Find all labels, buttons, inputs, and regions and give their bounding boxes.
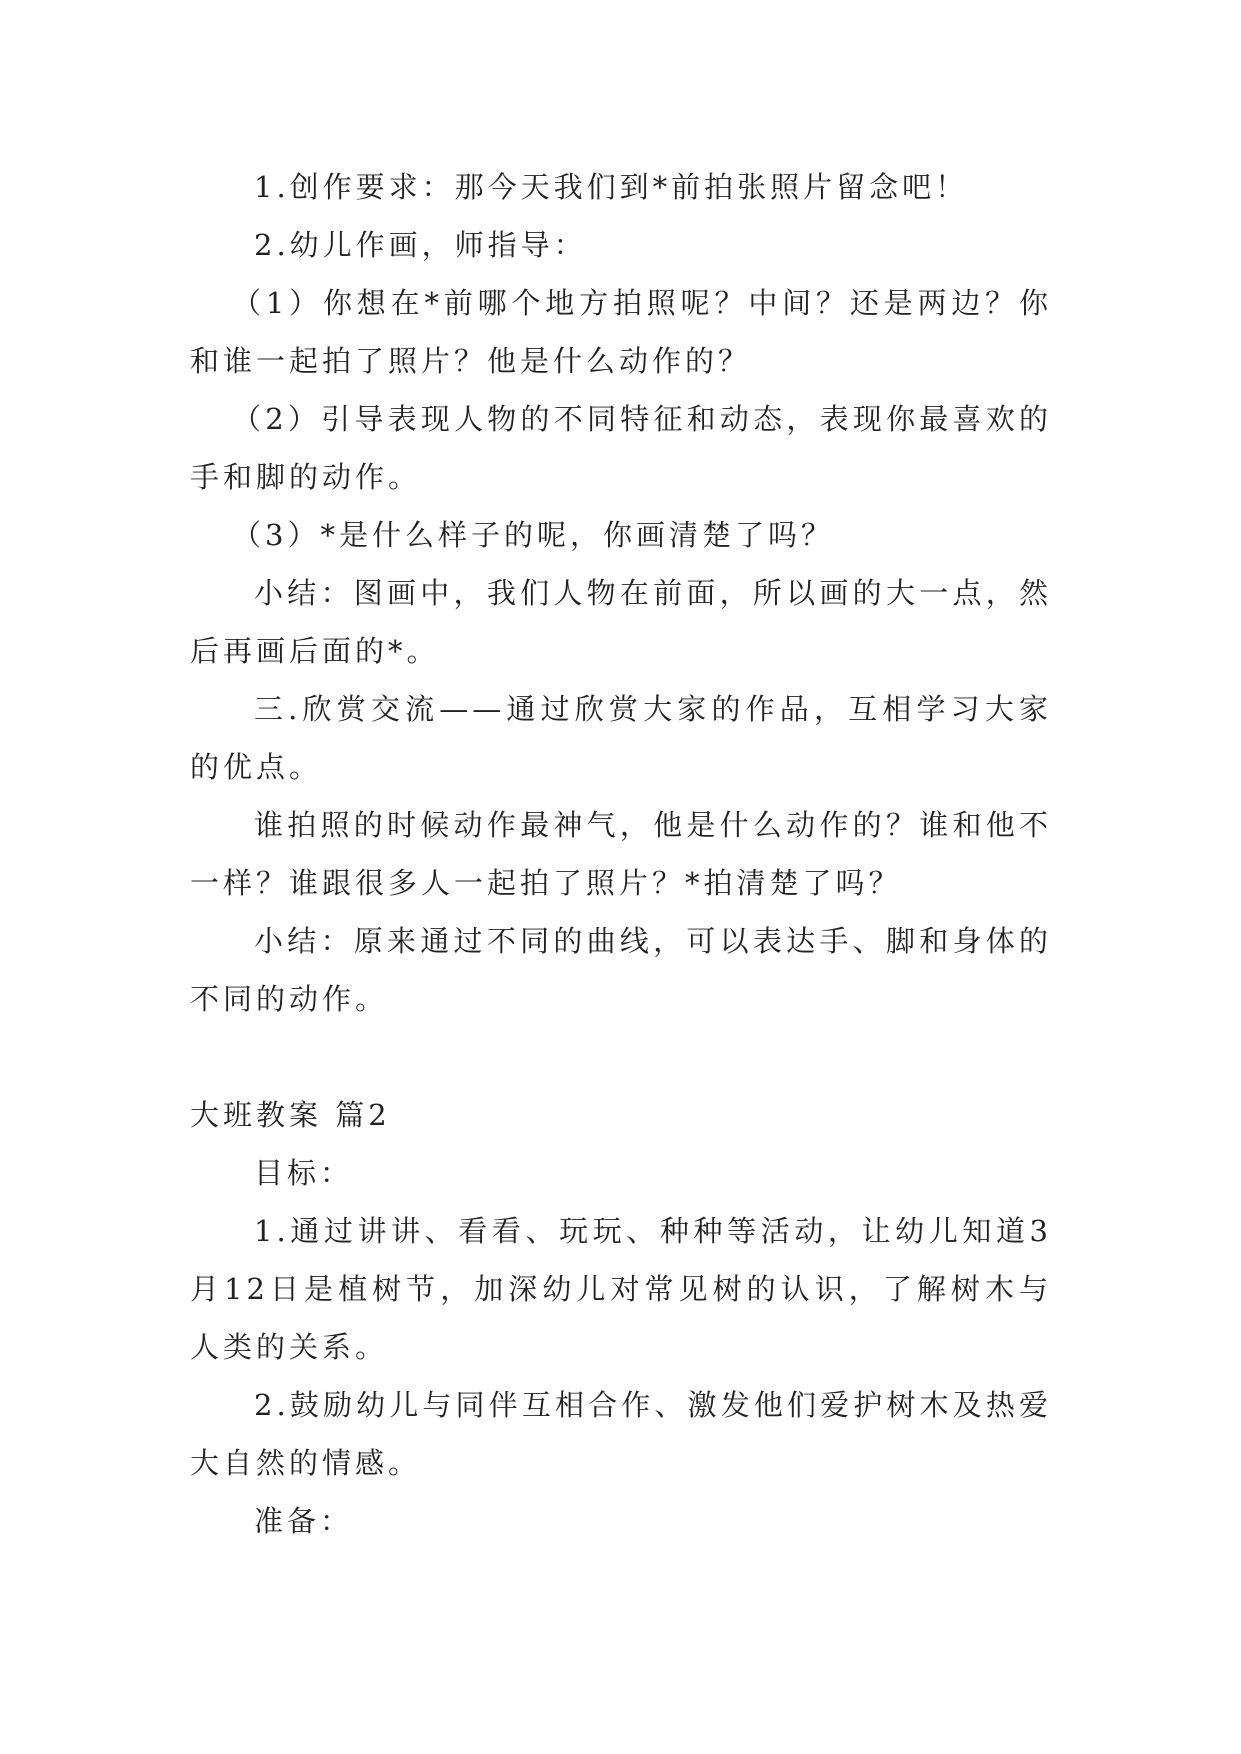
creation-requirement-paragraph: 1.创作要求：那今天我们到*前拍张照片留念吧！ <box>254 170 969 204</box>
guidance-question-3: （3）*是什么样子的呢，你画清楚了吗？ <box>232 518 834 552</box>
appreciation-paragraph: 三.欣赏交流——通过欣赏大家的作品，互相学习大家的优点。 <box>190 692 1052 784</box>
section-heading: 大班教案 篇2 <box>190 1098 391 1132</box>
lesson-activity-section <box>190 158 1052 1028</box>
goal-1-paragraph: 1.通过讲讲、看看、玩玩、种种等活动，让幼儿知道3月12日是植树节，加深幼儿对常见树的认识，了解树木与人类的关系。 <box>190 1214 1052 1364</box>
goal-2-paragraph: 2.鼓励幼儿与同伴互相合作、激发他们爱护树木及热爱大自然的情感。 <box>190 1388 1052 1480</box>
preparation-label: 准备： <box>254 1504 354 1538</box>
appreciation-questions-paragraph: 谁拍照的时候动作最神气，他是什么动作的？谁和他不一样？谁跟很多人一起拍了照片？*拍清楚了吗？ <box>190 808 1052 900</box>
summary-paragraph-1: 小结：图画中，我们人物在前面，所以画的大一点，然后再画后面的*。 <box>190 576 1052 668</box>
children-drawing-paragraph: 2.幼儿作画，师指导： <box>254 228 587 262</box>
lesson-plan-2-section <box>190 1086 1052 1550</box>
summary-paragraph-2: 小结：原来通过不同的曲线，可以表达手、脚和身体的不同的动作。 <box>190 924 1052 1016</box>
guidance-question-2: （2）引导表现人物的不同特征和动态，表现你最喜欢的手和脚的动作。 <box>190 402 1052 494</box>
goals-label: 目标： <box>254 1156 354 1190</box>
guidance-question-1: （1）你想在*前哪个地方拍照呢？中间？还是两边？你和谁一起拍了照片？他是什么动作的？ <box>190 286 1052 378</box>
